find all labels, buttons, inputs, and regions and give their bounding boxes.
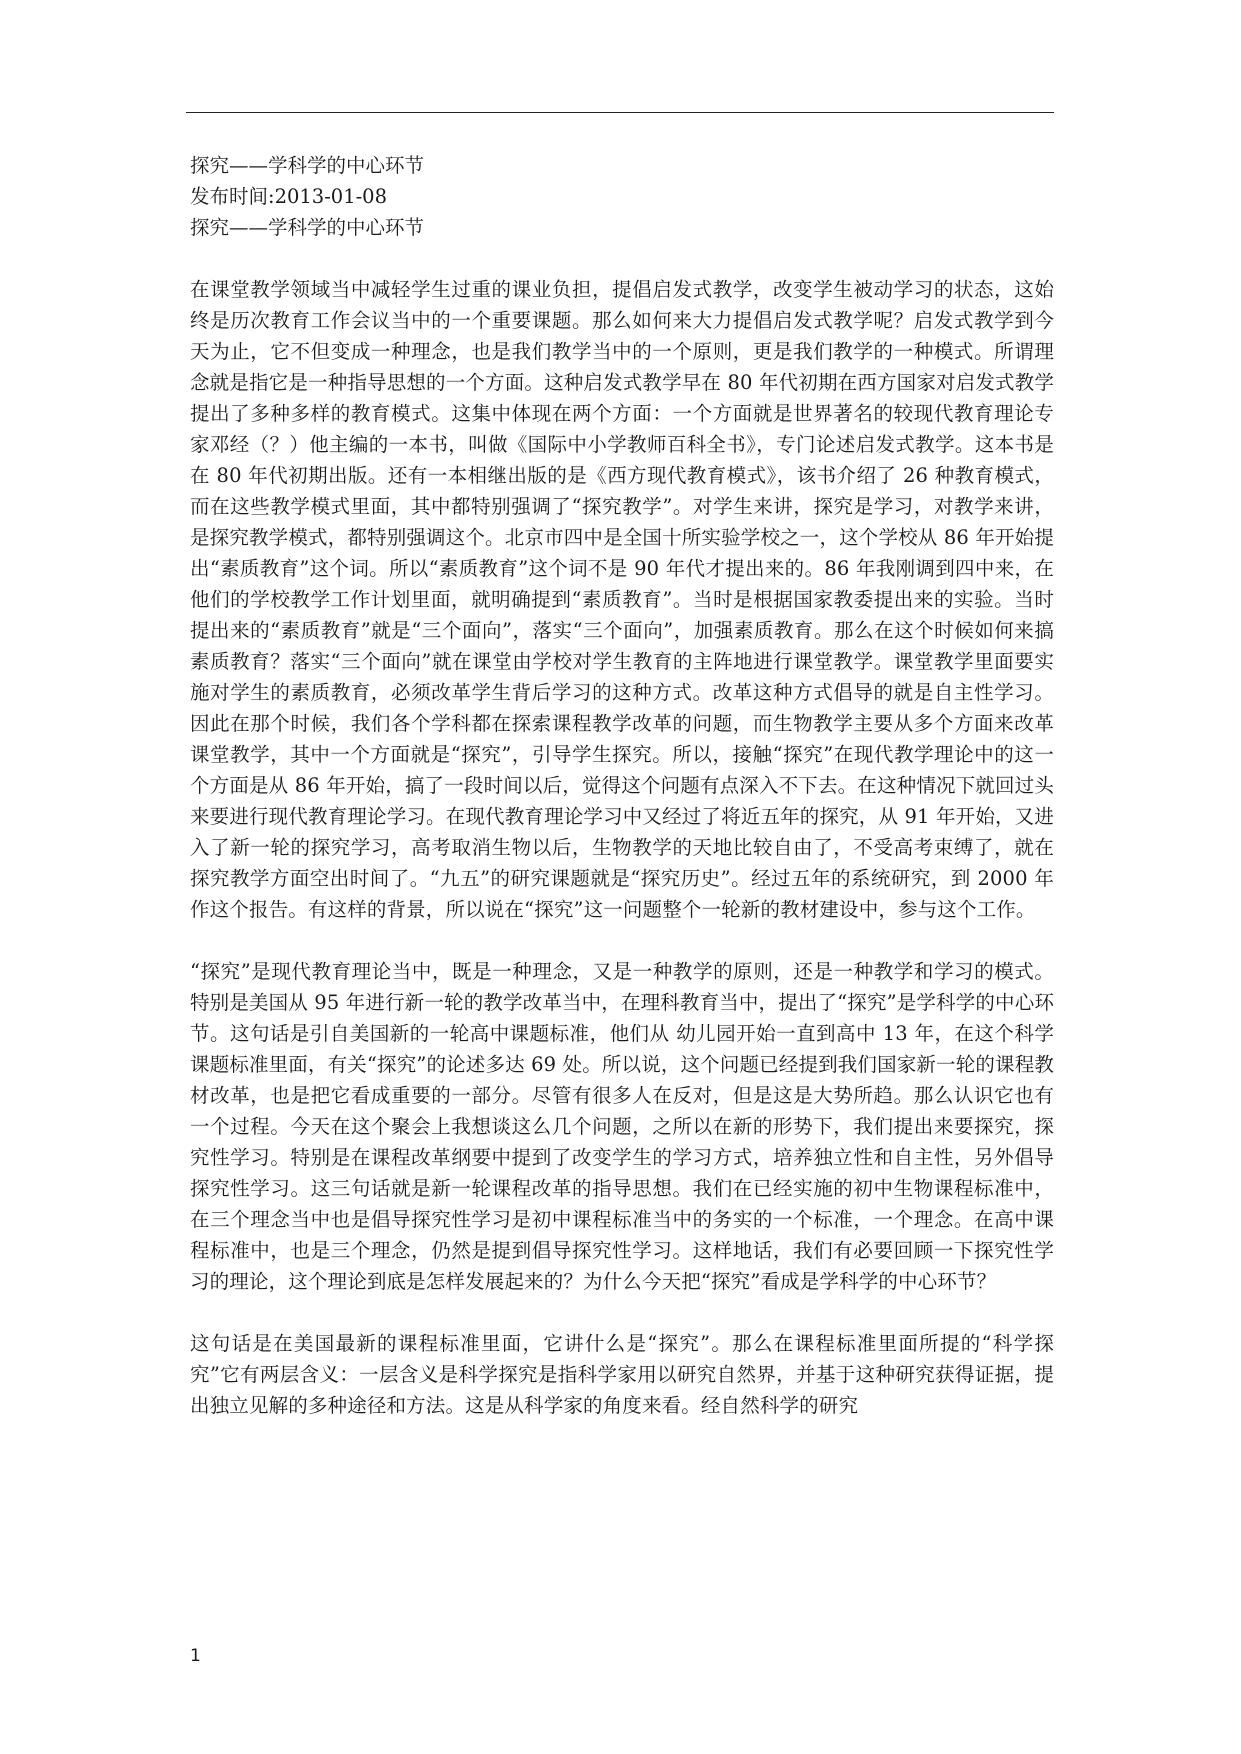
document-body — [190, 150, 1054, 1452]
paragraph-2: “探究”是现代教育理论当中，既是一种理念，又是一种教学的原则，还是一种教学和学习的模式。特别是美国从 95 年进行新一轮的教学改革当中，在理科教育当中，提出了“探究”是学科学的中心环节。这句话是引自美国新的一轮高中课题标准，他们从 幼儿园开始一直到高中 13 年，在这个科学课题标准里面，有关“探究”的论述多达 69 处。所以说，这个问题已经提到我们国家新一轮的课程教材改革，也是把它看成重要的一部分。尽管有很多人在反对，但是这是大势所趋。那么认识它也有一个过程。今天在这个聚会上我想谈这么几个问题，之所以在新的形势下，我们提出来要探究，探究性学习。特别是在课程改革纲要中提到了改变学生的学习方式，培养独立性和自主性，另外倡导探究性学习。这三句话就是新一轮课程改革的指导思想。我们在已经实施的初中生物课程标准中，在三个理念当中也是倡导探究性学习是初中课程标准当中的务实的一个标准，一个理念。在高中课程标准中，也是三个理念，仍然是提到倡导探究性学习。这样地话，我们有必要回顾一下探究性学习的理论，这个理论到底是怎样发展起来的？为什么今天把“探究”看成是学科学的中心环节？ — [190, 960, 1054, 1293]
header-rule — [186, 112, 1054, 113]
publish-time: 发布时间:2013-01-08 — [190, 185, 387, 208]
document-header — [190, 150, 1054, 243]
document-subtitle: 探究——学科学的中心环节 — [190, 216, 425, 239]
document-title: 探究——学科学的中心环节 — [190, 154, 425, 177]
page-number: 1 — [190, 1646, 201, 1666]
paragraph-1: 在课堂教学领域当中减轻学生过重的课业负担，提倡启发式教学，改变学生被动学习的状态，这始终是历次教育工作会议当中的一个重要课题。那么如何来大力提倡启发式教学呢？启发式教学到今天为止，它不但变成一种理念，也是我们教学当中的一个原则，更是我们教学的一种模式。所谓理念就是指它是一种指导思想的一个方面。这种启发式教学早在 80 年代初期在西方国家对启发式教学提出了多种多样的教育模式。这集中体现在两个方面：一个方面就是世界著名的较现代教育理论专家邓经（？）他主编的一本书，叫做《国际中小学教师百科全书》，专门论述启发式教学。这本书是在 80 年代初期出版。还有一本相继出版的是《西方现代教育模式》，该书介绍了 26 种教育模式，而在这些教学模式里面，其中都特别强调了“探究教学”。对学生来讲，探究是学习，对教学来讲，是探究教学模式，都特别强调这个。北京市四中是全国十所实验学校之一，这个学校从 86 年开始提出“素质教育”这个词。所以“素质教育”这个词不是 90 年代才提出来的。86 年我刚调到四中来，在他们的学校教学工作计划里面，就明确提到“素质教育”。当时是根据国家教委提出来的实验。当时提出来的“素质教育”就是“三个面向”，落实“三个面向”，加强素质教育。那么在这个时候如何来搞素质教育？落实“三个面向”就在课堂由学校对学生教育的主阵地进行课堂教学。课堂教学里面要实施对学生的素质教育，必须改革学生背后学习的这种方式。改革这种方式倡导的就是自主性学习。因此在那个时候，我们各个学科都在探索课程教学改革的问题，而生物教学主要从多个方面来改革课堂教学，其中一个方面就是“探究”，引导学生探究。所以，接触“探究”在现代教学理论中的这一个方面是从 86 年开始，搞了一段时间以后，觉得这个问题有点深入不下去。在这种情况下就回过头来要进行现代教育理论学习。在现代教育理论学习中又经过了将近五年的探究，从 91 年开始，又进入了新一轮的探究学习，高考取消生物以后，生物教学的天地比较自由了，不受高考束缚了，就在探究教学方面空出时间了。“九五”的研究课题就是“探究历史”。经过五年的系统研究，到 2000 年作这个报告。有这样的背景，所以说在“探究”这一问题整个一轮新的教材建设中，参与这个工作。 — [190, 278, 1054, 921]
paragraph-3: 这句话是在美国最新的课程标准里面，它讲什么是“探究”。那么在课程标准里面所提的“科学探究”它有两层含义：一层含义是科学探究是指科学家用以研究自然界，并基于这种研究获得证据，提出独立见解的多种途径和方法。这是从科学家的角度来看。经自然科学的研究 — [190, 1332, 1054, 1417]
